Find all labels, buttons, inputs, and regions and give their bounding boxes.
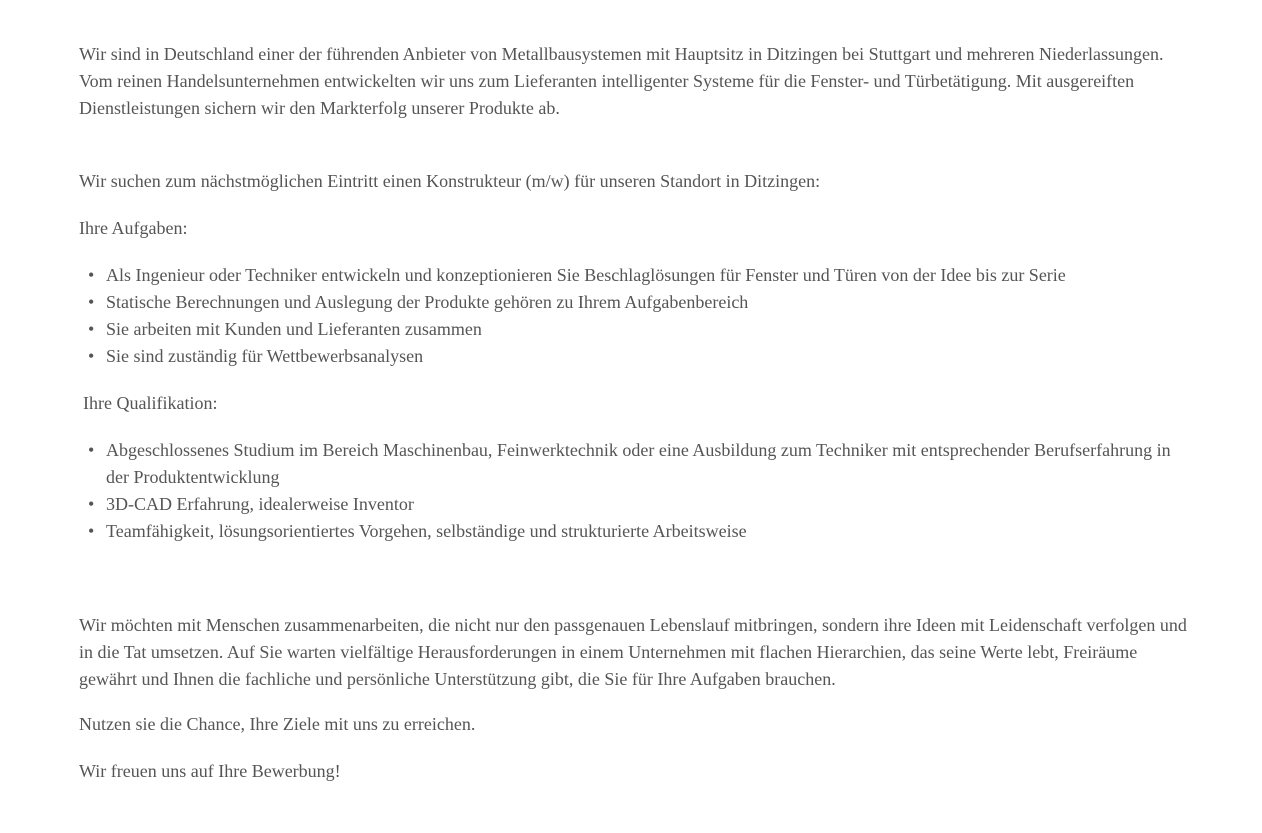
- list-item: • 3D-CAD Erfahrung, idealerweise Inventor: [106, 491, 1189, 518]
- list-item: • Abgeschlossenes Studium im Bereich Maschinenbau, Feinwerktechnik oder eine Ausbildung zum Techniker mit entsprechender Berufserfahrung in der Produktentwicklung: [106, 437, 1189, 491]
- list-item: • Als Ingenieur oder Techniker entwickeln und konzeptionieren Sie Beschlaglösungen für Fenster und Türen von der Idee bis zur Serie: [106, 262, 1189, 289]
- qualification-heading: Ihre Qualifikation:: [83, 393, 218, 413]
- position-search-paragraph: Wir suchen zum nächstmöglichen Eintritt einen Konstrukteur (m/w) für unseren Standort in Ditzingen:: [79, 171, 821, 191]
- closing-paragraph: Wir möchten mit Menschen zusammenarbeiten, die nicht nur den passgenauen Lebenslauf mitbringen, sondern ihre Ideen mit Leidenschaft verfolgen und in die Tat umsetzen. Auf Sie warten vielfältige Herausforderungen in einem Unternehmen mit flachen Hierarchien, das seine Werte lebt, Freiräume gewährt und Ihnen die fachliche und persönliche Unterstützung gibt, die Sie für Ihre Aufgaben brauchen.: [79, 615, 1187, 689]
- tasks-heading: Ihre Aufgaben:: [79, 218, 188, 238]
- company-intro-paragraph: Wir sind in Deutschland einer der führenden Anbieter von Metallbausystemen mit Hauptsitz in Ditzingen bei Stuttgart und mehreren Niederlassungen. Vom reinen Handelsunternehmen entwickelten wir uns zum Lieferanten intelligenter Systeme für die Fenster- und Türbetätigung. Mit ausgereiften Dienstleistungen sichern wir den Markterfolg unserer Produkte ab.: [79, 44, 1164, 118]
- greeting-paragraph: Wir freuen uns auf Ihre Bewerbung!: [79, 761, 341, 781]
- list-item: • Teamfähigkeit, lösungsorientiertes Vorgehen, selbständige und strukturierte Arbeitsweise: [106, 518, 1189, 545]
- tasks-list: [79, 262, 1189, 370]
- qualification-list: [79, 437, 1189, 545]
- chance-paragraph: Nutzen sie die Chance, Ihre Ziele mit uns zu erreichen.: [79, 714, 476, 734]
- list-item: • Sie arbeiten mit Kunden und Lieferanten zusammen: [106, 316, 1189, 343]
- list-item: • Statische Berechnungen und Auslegung der Produkte gehören zu Ihrem Aufgabenbereich: [106, 289, 1189, 316]
- list-item: • Sie sind zuständig für Wettbewerbsanalysen: [106, 343, 1189, 370]
